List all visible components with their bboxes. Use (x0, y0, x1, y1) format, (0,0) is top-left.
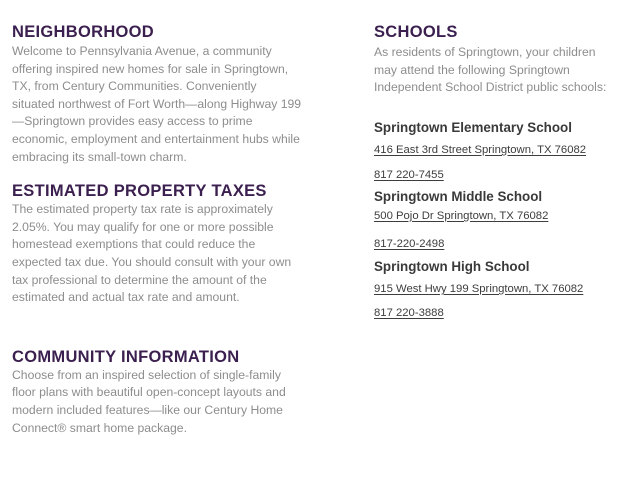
property-taxes-heading: ESTIMATED PROPERTY TAXES (12, 182, 267, 201)
school-address-link[interactable]: 915 West Hwy 199 Springtown, TX 76082 (374, 282, 584, 295)
neighborhood-heading: NEIGHBORHOOD (12, 23, 155, 41)
school-name: Springtown Middle School (374, 188, 543, 204)
left-column (12, 22, 302, 437)
neighborhood-description: Welcome to Pennsylvania Avenue, a community offering inspired new homes for sale in Springtown, TX, from Century Communities. Conveniently situated northwest of Fort Worth—along Highway 199—Springtown provides easy access to prime economic, employment and entertainment hubs while embracing its small-town charm. (12, 44, 302, 164)
school-address-link[interactable]: 416 East 3rd Street Springtown, TX 76082 (374, 143, 587, 156)
community-information-description: Choose from an inspired selection of single-family floor plans with beautiful open-concept layouts and modern included features—like our Century Home Connect® smart home package. (12, 367, 286, 435)
property-taxes-description: The estimated property tax rate is approximately 2.05%. You may qualify for one or more possible homestead exemptions that could reduce the expected tax due. You should consult with your own tax professional to determine the amount of the estimated and actual tax rate and amount. (12, 202, 292, 305)
property-taxes-section (12, 181, 302, 307)
school-entry-elementary (374, 119, 640, 183)
community-information-section (12, 347, 302, 437)
school-name: Springtown High School (374, 258, 530, 274)
school-entry-high (374, 258, 640, 321)
school-phone-link[interactable]: 817-220-2498 (374, 237, 445, 250)
schools-heading: SCHOOLS (374, 23, 458, 41)
community-information-heading: COMMUNITY INFORMATION (12, 347, 240, 366)
school-phone-link[interactable]: 817 220-3888 (374, 306, 444, 319)
schools-column (374, 22, 640, 321)
school-entry-middle (374, 188, 640, 252)
schools-intro: As residents of Springtown, your children may attend the following Springtown Independent School District public schools: (374, 45, 607, 95)
school-name: Springtown Elementary School (374, 119, 572, 135)
neighborhood-section (12, 22, 302, 166)
school-phone-link[interactable]: 817 220-7455 (374, 168, 444, 181)
school-address-link[interactable]: 500 Pojo Dr Springtown, TX 76082 (374, 209, 549, 222)
